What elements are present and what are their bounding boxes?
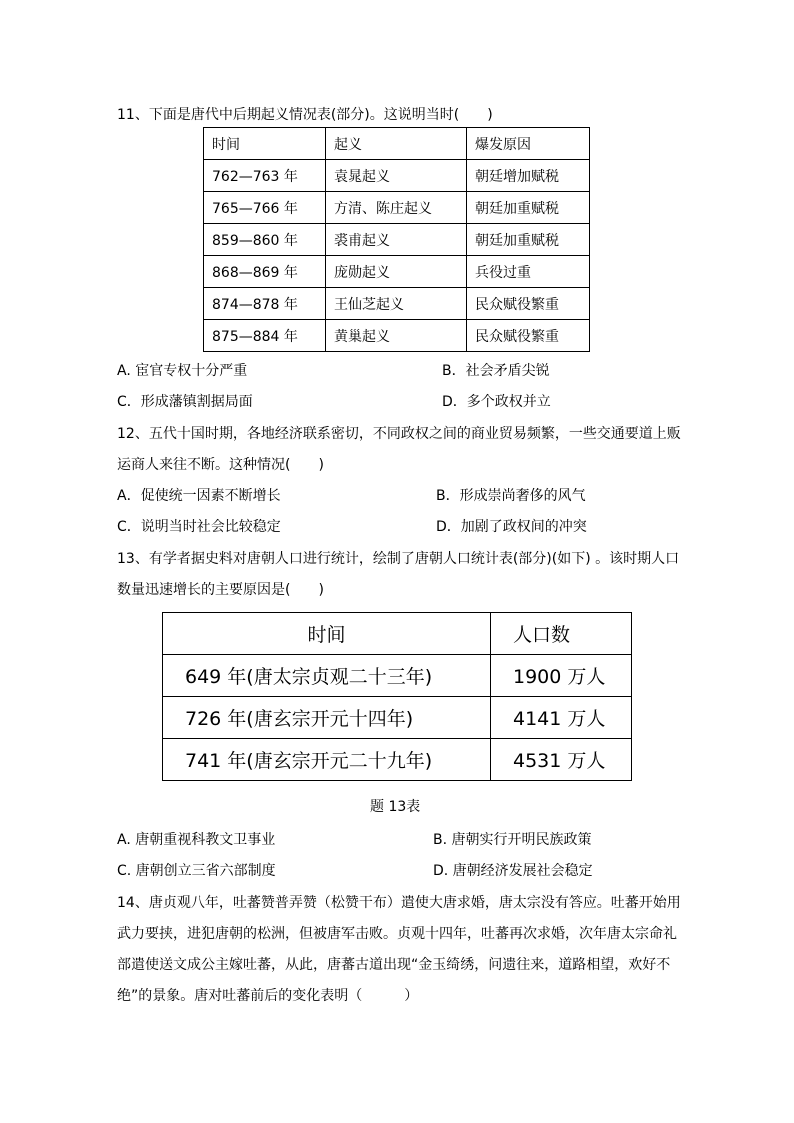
- table-row: [163, 655, 632, 697]
- q11-uprising-table: [203, 127, 590, 352]
- header-population: 人口数: [491, 613, 632, 655]
- q13-option-b: B. 唐朝实行开明民族政策: [433, 832, 592, 848]
- cell-uprising: 方清、陈庄起义: [326, 192, 467, 224]
- q13-option-c: C. 唐朝创立三省六部制度: [117, 863, 276, 879]
- header-cause: 爆发原因: [467, 128, 590, 160]
- table-row: [163, 739, 632, 781]
- q11-option-a: A. 宦官专权十分严重: [117, 363, 248, 379]
- cell-time: 765—766 年: [204, 192, 326, 224]
- q13-stem-line2: 数量迅速增长的主要原因是( ): [117, 582, 324, 598]
- cell-uprising: 黄巢起义: [326, 320, 467, 352]
- table-header-row: [204, 128, 590, 160]
- cell-uprising: 王仙芝起义: [326, 288, 467, 320]
- cell-time: 741 年(唐玄宗开元二十九年): [163, 739, 491, 781]
- q11-stem: 11、下面是唐代中后期起义情况表(部分)。这说明当时( ): [117, 107, 493, 123]
- cell-time: 762—763 年: [204, 160, 326, 192]
- q12-option-b: B．形成崇尚奢侈的风气: [436, 488, 586, 504]
- q13-option-a: A. 唐朝重视科教文卫事业: [117, 832, 276, 848]
- q12-stem-line2: 运商人来往不断。这种情况( ): [117, 457, 324, 473]
- q12-option-a: A．促使统一因素不断增长: [117, 488, 281, 504]
- cell-cause: 民众赋役繁重: [467, 320, 590, 352]
- cell-time: 874—878 年: [204, 288, 326, 320]
- table-row: [204, 224, 590, 256]
- header-time: 时间: [204, 128, 326, 160]
- q14-stem-line3: 部遣使送文成公主嫁吐蕃，从此，唐蕃古道出现“金玉绮绣，问遗往来，道路相望，欢好不: [117, 957, 671, 973]
- cell-population: 4531 万人: [491, 739, 632, 781]
- cell-uprising: 袁晁起义: [326, 160, 467, 192]
- q11-option-c: C．形成藩镇割据局面: [117, 394, 253, 410]
- q14-stem-line2: 武力要挟，进犯唐朝的松洲，但被唐军击败。贞观十四年，吐蕃再次求婚，次年唐太宗命礼: [117, 926, 677, 942]
- q12-option-c: C．说明当时社会比较稳定: [117, 519, 281, 535]
- table-row: [204, 320, 590, 352]
- q14-stem-line1: 14、唐贞观八年，吐蕃赞普弄赞（松赞干布）遣使大唐求婚，唐太宗没有答应。吐蕃开始用: [117, 895, 681, 911]
- cell-uprising: 裘甫起义: [326, 224, 467, 256]
- cell-uprising: 庞勋起义: [326, 256, 467, 288]
- cell-cause: 朝廷增加赋税: [467, 160, 590, 192]
- q13-option-d: D. 唐朝经济发展社会稳定: [433, 863, 593, 879]
- q13-stem-line1: 13、有学者据史料对唐朝人口进行统计，绘制了唐朝人口统计表(部分)(如下) 。该时期人口: [117, 551, 680, 567]
- cell-cause: 朝廷加重赋税: [467, 192, 590, 224]
- q13-population-table: [162, 612, 632, 781]
- cell-population: 4141 万人: [491, 697, 632, 739]
- table-row: [204, 256, 590, 288]
- cell-time: 868—869 年: [204, 256, 326, 288]
- header-uprising: 起义: [326, 128, 467, 160]
- cell-time: 859—860 年: [204, 224, 326, 256]
- table-row: [204, 160, 590, 192]
- cell-cause: 兵役过重: [467, 256, 590, 288]
- cell-time: 649 年(唐太宗贞观二十三年): [163, 655, 491, 697]
- table-row: [204, 288, 590, 320]
- table-header-row: [163, 613, 632, 655]
- table-row: [163, 697, 632, 739]
- q14-stem-line4: 绝”的景象。唐对吐蕃前后的变化表明（ ）: [117, 988, 419, 1004]
- q12-stem-line1: 12、五代十国时期，各地经济联系密切，不同政权之间的商业贸易频繁，一些交通要道上贩: [117, 426, 681, 442]
- table-row: [204, 192, 590, 224]
- cell-time: 726 年(唐玄宗开元十四年): [163, 697, 491, 739]
- q11-option-d: D．多个政权并立: [442, 394, 551, 410]
- cell-time: 875—884 年: [204, 320, 326, 352]
- cell-population: 1900 万人: [491, 655, 632, 697]
- q11-option-b: B．社会矛盾尖锐: [442, 363, 550, 379]
- cell-cause: 朝廷加重赋税: [467, 224, 590, 256]
- q13-table-caption: 题 13表: [370, 799, 421, 815]
- cell-cause: 民众赋役繁重: [467, 288, 590, 320]
- header-time: 时间: [163, 613, 491, 655]
- q12-option-d: D．加剧了政权间的冲突: [436, 519, 587, 535]
